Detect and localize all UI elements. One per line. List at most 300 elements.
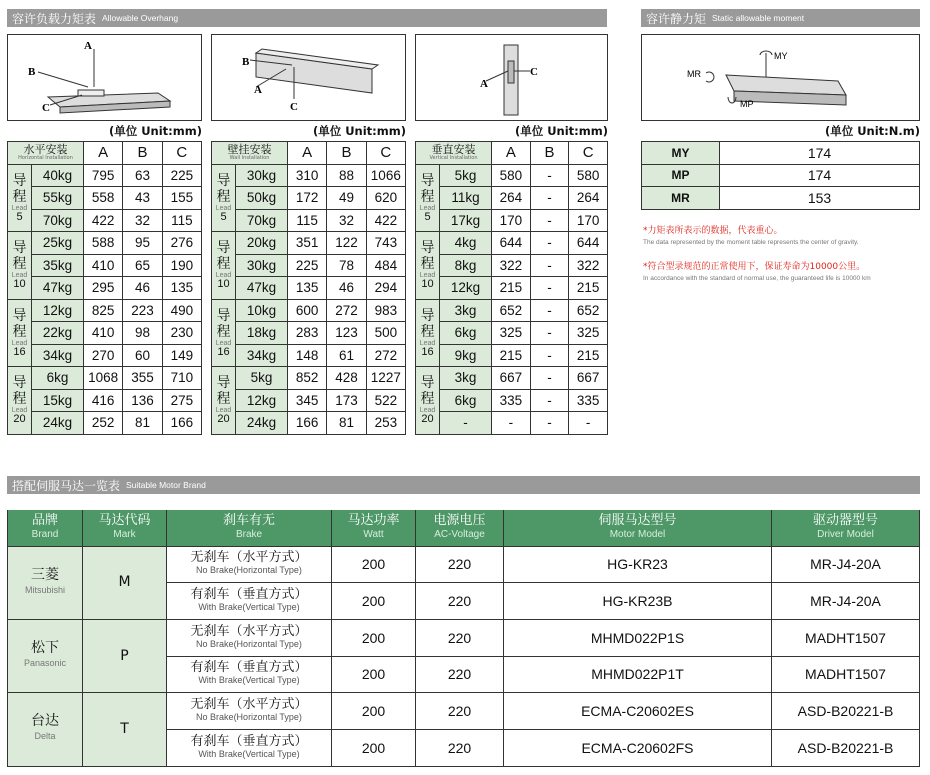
- load-cell: 34kg: [236, 344, 288, 367]
- table-row: [416, 367, 608, 390]
- value-cell: 428: [327, 367, 366, 390]
- value-cell: 345: [288, 389, 327, 412]
- value-cell: 310: [288, 164, 327, 187]
- install-type-en: Wall Installation: [229, 154, 270, 161]
- load-cell: 47kg: [236, 277, 288, 300]
- wall-figure: [211, 34, 406, 121]
- install-type-cn: 垂直安装: [431, 142, 476, 156]
- install-type-cn: 水平安装: [23, 142, 68, 156]
- table-row: [416, 232, 608, 255]
- static-moment-table: [641, 141, 920, 210]
- moment-key: MP: [642, 164, 720, 187]
- load-cell: 4kg: [440, 232, 492, 255]
- fig4-label-mr: MR: [687, 69, 701, 79]
- value-cell: 88: [327, 164, 366, 187]
- value-cell: 65: [123, 254, 162, 277]
- brake-cn: 无刹车（水平方式）: [190, 623, 308, 639]
- load-cell: 35kg: [32, 254, 84, 277]
- table-row: [212, 344, 406, 367]
- load-cell: 5kg: [236, 367, 288, 390]
- value-cell: 325: [569, 322, 608, 345]
- value-cell: 270: [84, 344, 123, 367]
- driver-cell: MR-J4-20A: [772, 546, 920, 583]
- overhang-title-cn: 容许负载力矩表: [12, 11, 97, 26]
- load-cell: 40kg: [32, 164, 84, 187]
- lead-label-cn: 导程: [12, 307, 27, 340]
- lead-value: 10: [421, 278, 434, 291]
- load-cell: 6kg: [440, 389, 492, 412]
- moment-key: MY: [642, 142, 720, 165]
- load-cell: -: [440, 412, 492, 435]
- table-row: [8, 322, 202, 345]
- value-cell: -: [530, 412, 569, 435]
- brand-cn: 台达: [31, 713, 59, 730]
- lead-group-label: [8, 232, 32, 300]
- value-cell: -: [569, 412, 608, 435]
- lead-value: 16: [13, 345, 26, 358]
- value-cell: 743: [366, 232, 405, 255]
- value-cell: 225: [162, 164, 201, 187]
- value-cell: 81: [123, 412, 162, 435]
- lead-value: 5: [16, 210, 23, 223]
- load-cell: 25kg: [32, 232, 84, 255]
- value-cell: 32: [123, 209, 162, 232]
- lead-group-label: [212, 367, 236, 435]
- load-cell: 6kg: [440, 322, 492, 345]
- motor-col-header-brake: [167, 510, 332, 546]
- table-row: [8, 367, 202, 390]
- value-cell: 264: [492, 187, 531, 210]
- value-cell: 215: [569, 344, 608, 367]
- value-cell: 410: [84, 322, 123, 345]
- value-cell: 264: [569, 187, 608, 210]
- install-type-header: [8, 142, 84, 165]
- header-en: Watt: [363, 528, 384, 540]
- table-row: [416, 299, 608, 322]
- lead-group-label: [8, 367, 32, 435]
- static-title-cn: 容许静力矩: [646, 11, 707, 26]
- fig3-label-a: A: [480, 78, 488, 90]
- driver-cell: MR-J4-20A: [772, 583, 920, 620]
- brand-cn: 三菱: [31, 566, 59, 583]
- brand-cell: [8, 693, 83, 766]
- brand-en: Delta: [34, 731, 56, 742]
- value-cell: 322: [492, 254, 531, 277]
- header-en: Brake: [235, 528, 263, 540]
- value-cell: -: [530, 164, 569, 187]
- value-cell: -: [530, 322, 569, 345]
- install-type-cn: 壁挂安装: [227, 142, 272, 156]
- value-cell: 166: [162, 412, 201, 435]
- lead-label-en: Lead: [419, 407, 436, 415]
- wall-install-diagram: [212, 35, 405, 120]
- value-cell: 166: [288, 412, 327, 435]
- table-row: [8, 344, 202, 367]
- volt-cell: 220: [416, 619, 504, 656]
- fig1-label-b: B: [28, 66, 36, 78]
- value-cell: 710: [162, 367, 201, 390]
- motor-row: [8, 619, 920, 656]
- volt-cell: 220: [416, 693, 504, 730]
- load-cell: 17kg: [440, 209, 492, 232]
- table-row: [212, 232, 406, 255]
- overhang-header: [7, 9, 607, 27]
- value-cell: 422: [84, 209, 123, 232]
- lead-label-cn: 导程: [216, 375, 231, 408]
- brake-cn: 无刹车（水平方式）: [190, 550, 308, 566]
- value-cell: 61: [327, 344, 366, 367]
- lead-value: 16: [421, 345, 434, 358]
- table-row: [416, 187, 608, 210]
- overhang-table-0: [7, 141, 202, 435]
- header-en: Driver Model: [817, 528, 874, 540]
- value-cell: 410: [84, 254, 123, 277]
- brake-cn: 有刹车（垂直方式）: [190, 733, 308, 749]
- motor-cell: MHMD022P1S: [504, 619, 772, 656]
- value-cell: 276: [162, 232, 201, 255]
- col-header-b: B: [530, 142, 569, 165]
- lead-label-cn: 导程: [420, 172, 435, 205]
- table-row: [8, 254, 202, 277]
- header-en: Mark: [113, 528, 136, 540]
- lead-label-en: Lead: [419, 272, 436, 280]
- moment-row: [642, 164, 920, 187]
- table-row: [212, 164, 406, 187]
- load-cell: 47kg: [32, 277, 84, 300]
- lead-group-label: [8, 299, 32, 367]
- value-cell: 1068: [84, 367, 123, 390]
- lead-label-cn: 导程: [420, 375, 435, 408]
- value-cell: -: [530, 367, 569, 390]
- value-cell: 98: [123, 322, 162, 345]
- value-cell: 667: [492, 367, 531, 390]
- value-cell: -: [530, 232, 569, 255]
- value-cell: 252: [84, 412, 123, 435]
- lead-label-en: Lead: [11, 407, 28, 415]
- value-cell: 644: [492, 232, 531, 255]
- lead-label-cn: 导程: [216, 307, 231, 340]
- value-cell: 422: [366, 209, 405, 232]
- mark-cell: T: [83, 693, 167, 766]
- load-cell: 70kg: [32, 209, 84, 232]
- table-row: [212, 254, 406, 277]
- header-en: AC-Voltage: [434, 528, 485, 540]
- brake-cell: [167, 693, 332, 730]
- motor-cell: ECMA-C20602ES: [504, 693, 772, 730]
- value-cell: 825: [84, 299, 123, 322]
- value-cell: 600: [288, 299, 327, 322]
- install-type-en: Horizontal Installation: [18, 154, 73, 161]
- table-row: [212, 299, 406, 322]
- col-header-b: B: [123, 142, 162, 165]
- load-cell: 34kg: [32, 344, 84, 367]
- lead-value: 10: [217, 278, 230, 291]
- vertical-install-diagram: [416, 35, 607, 120]
- motor-table: [7, 510, 920, 767]
- table-row: [212, 209, 406, 232]
- lead-label-en: Lead: [11, 204, 28, 212]
- value-cell: 170: [569, 209, 608, 232]
- value-cell: 230: [162, 322, 201, 345]
- motor-col-header-driver-model: [772, 510, 920, 546]
- value-cell: 122: [327, 232, 366, 255]
- motor-cell: HG-KR23B: [504, 583, 772, 620]
- motor-col-header-ac-voltage: [416, 510, 504, 546]
- brake-cell: [167, 656, 332, 693]
- motor-cell: HG-KR23: [504, 546, 772, 583]
- col-header-b: B: [327, 142, 366, 165]
- lead-group-label: [416, 367, 440, 435]
- watt-cell: 200: [332, 656, 416, 693]
- static-title-en: Static allowable moment: [712, 13, 805, 23]
- value-cell: -: [530, 344, 569, 367]
- value-cell: 115: [288, 209, 327, 232]
- value-cell: 295: [84, 277, 123, 300]
- value-cell: 60: [123, 344, 162, 367]
- lead-value: 16: [217, 345, 230, 358]
- load-cell: 3kg: [440, 299, 492, 322]
- load-cell: 15kg: [32, 389, 84, 412]
- horizontal-install-diagram: [8, 35, 201, 120]
- table-row: [416, 277, 608, 300]
- moment-value: 153: [720, 187, 920, 210]
- fig1-label-c: C: [42, 102, 50, 114]
- table-row: [212, 367, 406, 390]
- note-life-cn: *符合型录规范的正常使用下，保证寿命为10000公里。: [643, 262, 866, 272]
- value-cell: 558: [84, 187, 123, 210]
- fig2-label-b: B: [242, 56, 250, 68]
- brand-cell: [8, 546, 83, 619]
- lead-label-cn: 导程: [12, 172, 27, 205]
- load-cell: 55kg: [32, 187, 84, 210]
- value-cell: 580: [492, 164, 531, 187]
- motor-header: [7, 476, 920, 494]
- header-cn: 马达代码: [98, 512, 151, 528]
- value-cell: 46: [327, 277, 366, 300]
- value-cell: 322: [569, 254, 608, 277]
- header-en: Brand: [31, 528, 59, 540]
- fig4-label-my: MY: [774, 51, 788, 61]
- value-cell: 335: [492, 389, 531, 412]
- value-cell: 1227: [366, 367, 405, 390]
- load-cell: 8kg: [440, 254, 492, 277]
- moment-diagram: [642, 35, 919, 120]
- brake-cn: 有刹车（垂直方式）: [190, 587, 308, 603]
- load-cell: 50kg: [236, 187, 288, 210]
- value-cell: 484: [366, 254, 405, 277]
- driver-cell: MADHT1507: [772, 619, 920, 656]
- lead-label-en: Lead: [215, 272, 232, 280]
- overhang-table-1: [211, 141, 406, 435]
- table-row: [416, 322, 608, 345]
- volt-cell: 220: [416, 583, 504, 620]
- header-cn: 驱动器型号: [812, 512, 878, 528]
- value-cell: 620: [366, 187, 405, 210]
- moment-value: 174: [720, 164, 920, 187]
- load-cell: 70kg: [236, 209, 288, 232]
- table-row: [8, 389, 202, 412]
- lead-label-cn: 导程: [420, 307, 435, 340]
- value-cell: 325: [492, 322, 531, 345]
- brake-cell: [167, 619, 332, 656]
- value-cell: 149: [162, 344, 201, 367]
- brake-en: With Brake(Vertical Type): [198, 675, 300, 686]
- lead-label-en: Lead: [215, 339, 232, 347]
- unit-label-1: (单位 Unit:mm): [108, 124, 202, 138]
- motor-col-header-mark: [83, 510, 167, 546]
- watt-cell: 200: [332, 546, 416, 583]
- vertical-figure: [415, 34, 608, 121]
- load-cell: 20kg: [236, 232, 288, 255]
- col-header-a: A: [288, 142, 327, 165]
- value-cell: 355: [123, 367, 162, 390]
- lead-label-cn: 导程: [12, 240, 27, 273]
- value-cell: 294: [366, 277, 405, 300]
- volt-cell: 220: [416, 729, 504, 766]
- watt-cell: 200: [332, 619, 416, 656]
- unit-label-2: (单位 Unit:mm): [312, 124, 406, 138]
- table-row: [8, 299, 202, 322]
- value-cell: -: [530, 187, 569, 210]
- value-cell: 667: [569, 367, 608, 390]
- value-cell: 490: [162, 299, 201, 322]
- value-cell: 335: [569, 389, 608, 412]
- load-cell: 12kg: [32, 299, 84, 322]
- mark-cell: P: [83, 619, 167, 692]
- brand-cell: [8, 619, 83, 692]
- brake-cell: [167, 546, 332, 583]
- value-cell: 795: [84, 164, 123, 187]
- value-cell: 588: [84, 232, 123, 255]
- value-cell: 351: [288, 232, 327, 255]
- table-row: [8, 164, 202, 187]
- install-type-header: [212, 142, 288, 165]
- value-cell: 32: [327, 209, 366, 232]
- value-cell: 1066: [366, 164, 405, 187]
- brake-cn: 无刹车（水平方式）: [190, 697, 308, 713]
- value-cell: 215: [569, 277, 608, 300]
- brand-en: Mitsubishi: [24, 584, 65, 595]
- note-life: [643, 259, 928, 282]
- lead-label-cn: 导程: [216, 172, 231, 205]
- table-row: [416, 344, 608, 367]
- mark-cell: M: [83, 546, 167, 619]
- fig4-label-mp: MP: [740, 99, 754, 109]
- horizontal-figure: [7, 34, 202, 121]
- value-cell: 225: [288, 254, 327, 277]
- value-cell: 275: [162, 389, 201, 412]
- table-row: [8, 412, 202, 435]
- table-row: [212, 277, 406, 300]
- value-cell: 272: [327, 299, 366, 322]
- value-cell: 416: [84, 389, 123, 412]
- value-cell: 500: [366, 322, 405, 345]
- lead-group-label: [416, 164, 440, 232]
- value-cell: 215: [492, 344, 531, 367]
- lead-label-cn: 导程: [12, 375, 27, 408]
- volt-cell: 220: [416, 546, 504, 583]
- col-header-a: A: [84, 142, 123, 165]
- brake-en: With Brake(Vertical Type): [198, 748, 300, 759]
- table-row: [8, 187, 202, 210]
- value-cell: -: [530, 254, 569, 277]
- brand-en: Panasonic: [23, 658, 67, 669]
- moment-key: MR: [642, 187, 720, 210]
- overhang-table-2: [415, 141, 608, 435]
- value-cell: 46: [123, 277, 162, 300]
- value-cell: 49: [327, 187, 366, 210]
- value-cell: 95: [123, 232, 162, 255]
- lead-value: 10: [13, 278, 26, 291]
- note-center-en: The data represented by the moment table represents the center of gravity.: [643, 239, 859, 246]
- header-cn: 电源电压: [433, 512, 486, 528]
- moment-figure: [641, 34, 920, 121]
- load-cell: 10kg: [236, 299, 288, 322]
- lead-label-en: Lead: [215, 204, 232, 212]
- value-cell: 223: [123, 299, 162, 322]
- static-header: [641, 9, 920, 27]
- motor-row: [8, 546, 920, 583]
- table-row: [416, 389, 608, 412]
- header-cn: 伺服马达型号: [598, 512, 677, 528]
- load-cell: 3kg: [440, 367, 492, 390]
- brake-en: No Brake(Horizontal Type): [196, 638, 302, 649]
- load-cell: 9kg: [440, 344, 492, 367]
- brand-cn: 松下: [31, 640, 59, 657]
- value-cell: 135: [162, 277, 201, 300]
- col-header-c: C: [162, 142, 201, 165]
- watt-cell: 200: [332, 583, 416, 620]
- load-cell: 18kg: [236, 322, 288, 345]
- lead-value: 5: [220, 210, 227, 223]
- value-cell: 983: [366, 299, 405, 322]
- note-life-en: In accordance with the standard of normal use, the guaranteed life is 10000 km: [643, 275, 871, 282]
- lead-group-label: [416, 299, 440, 367]
- value-cell: 148: [288, 344, 327, 367]
- table-row: [8, 232, 202, 255]
- value-cell: 580: [569, 164, 608, 187]
- value-cell: 644: [569, 232, 608, 255]
- table-row: [8, 209, 202, 232]
- value-cell: 78: [327, 254, 366, 277]
- motor-title-en: Suitable Motor Brand: [126, 480, 206, 490]
- lead-group-label: [212, 232, 236, 300]
- value-cell: 81: [327, 412, 366, 435]
- load-cell: 12kg: [236, 389, 288, 412]
- value-cell: 253: [366, 412, 405, 435]
- lead-group-label: [212, 164, 236, 232]
- lead-label-en: Lead: [419, 339, 436, 347]
- overhang-title-en: Allowable Overhang: [102, 13, 179, 23]
- value-cell: 135: [288, 277, 327, 300]
- header-cn: 马达功率: [347, 512, 400, 528]
- value-cell: 272: [366, 344, 405, 367]
- lead-value: 20: [217, 413, 230, 426]
- value-cell: 173: [327, 389, 366, 412]
- value-cell: 170: [492, 209, 531, 232]
- load-cell: 30kg: [236, 164, 288, 187]
- lead-group-label: [416, 232, 440, 300]
- moment-row: [642, 187, 920, 210]
- unit-label-3: (单位 Unit:mm): [514, 124, 608, 138]
- value-cell: -: [530, 277, 569, 300]
- motor-row: [8, 693, 920, 730]
- value-cell: 652: [569, 299, 608, 322]
- table-row: [416, 412, 608, 435]
- lead-label-cn: 导程: [216, 240, 231, 273]
- motor-cell: MHMD022P1T: [504, 656, 772, 693]
- value-cell: -: [492, 412, 531, 435]
